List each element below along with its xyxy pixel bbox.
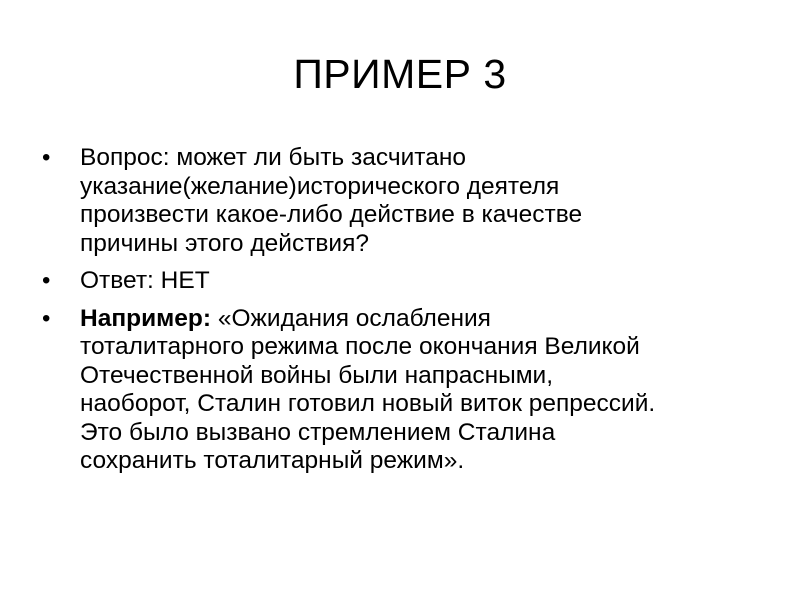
bullet-dot-icon: • xyxy=(42,304,51,332)
example-label: Например: xyxy=(80,304,212,332)
example-line-6: сохранить тоталитарный режим». xyxy=(80,447,465,474)
slide-content xyxy=(40,144,770,485)
example-line-5: Это было вызвано стремлением Сталина xyxy=(80,418,556,446)
example-line-1 xyxy=(80,305,770,334)
example-line-4: наоборот, Сталин готовил новый виток репрессий. xyxy=(80,390,656,417)
example-line-1-text: «Ожидания ослабления xyxy=(211,304,491,332)
slide-title: ПРИМЕР 3 xyxy=(293,51,507,97)
bullet-dot-icon: • xyxy=(42,144,51,171)
example-line-3: Отечественной войны были напрасными, xyxy=(80,361,554,389)
answer-line: Ответ: НЕТ xyxy=(80,267,210,294)
example-line-2: тоталитарного режима после окончания Великой xyxy=(80,333,640,360)
bullet-question xyxy=(40,144,770,258)
bullet-answer xyxy=(40,267,770,296)
question-line-4: причины этого действия? xyxy=(80,229,370,257)
question-line-2: указание(желание)исторического деятеля xyxy=(80,172,560,200)
question-line-1: Вопрос: может ли быть засчитано xyxy=(80,144,467,171)
bullet-dot-icon: • xyxy=(42,267,51,294)
bullet-list xyxy=(40,144,770,476)
bullet-example xyxy=(40,305,770,476)
question-line-3: произвести какое-либо действие в качестве xyxy=(80,201,583,228)
